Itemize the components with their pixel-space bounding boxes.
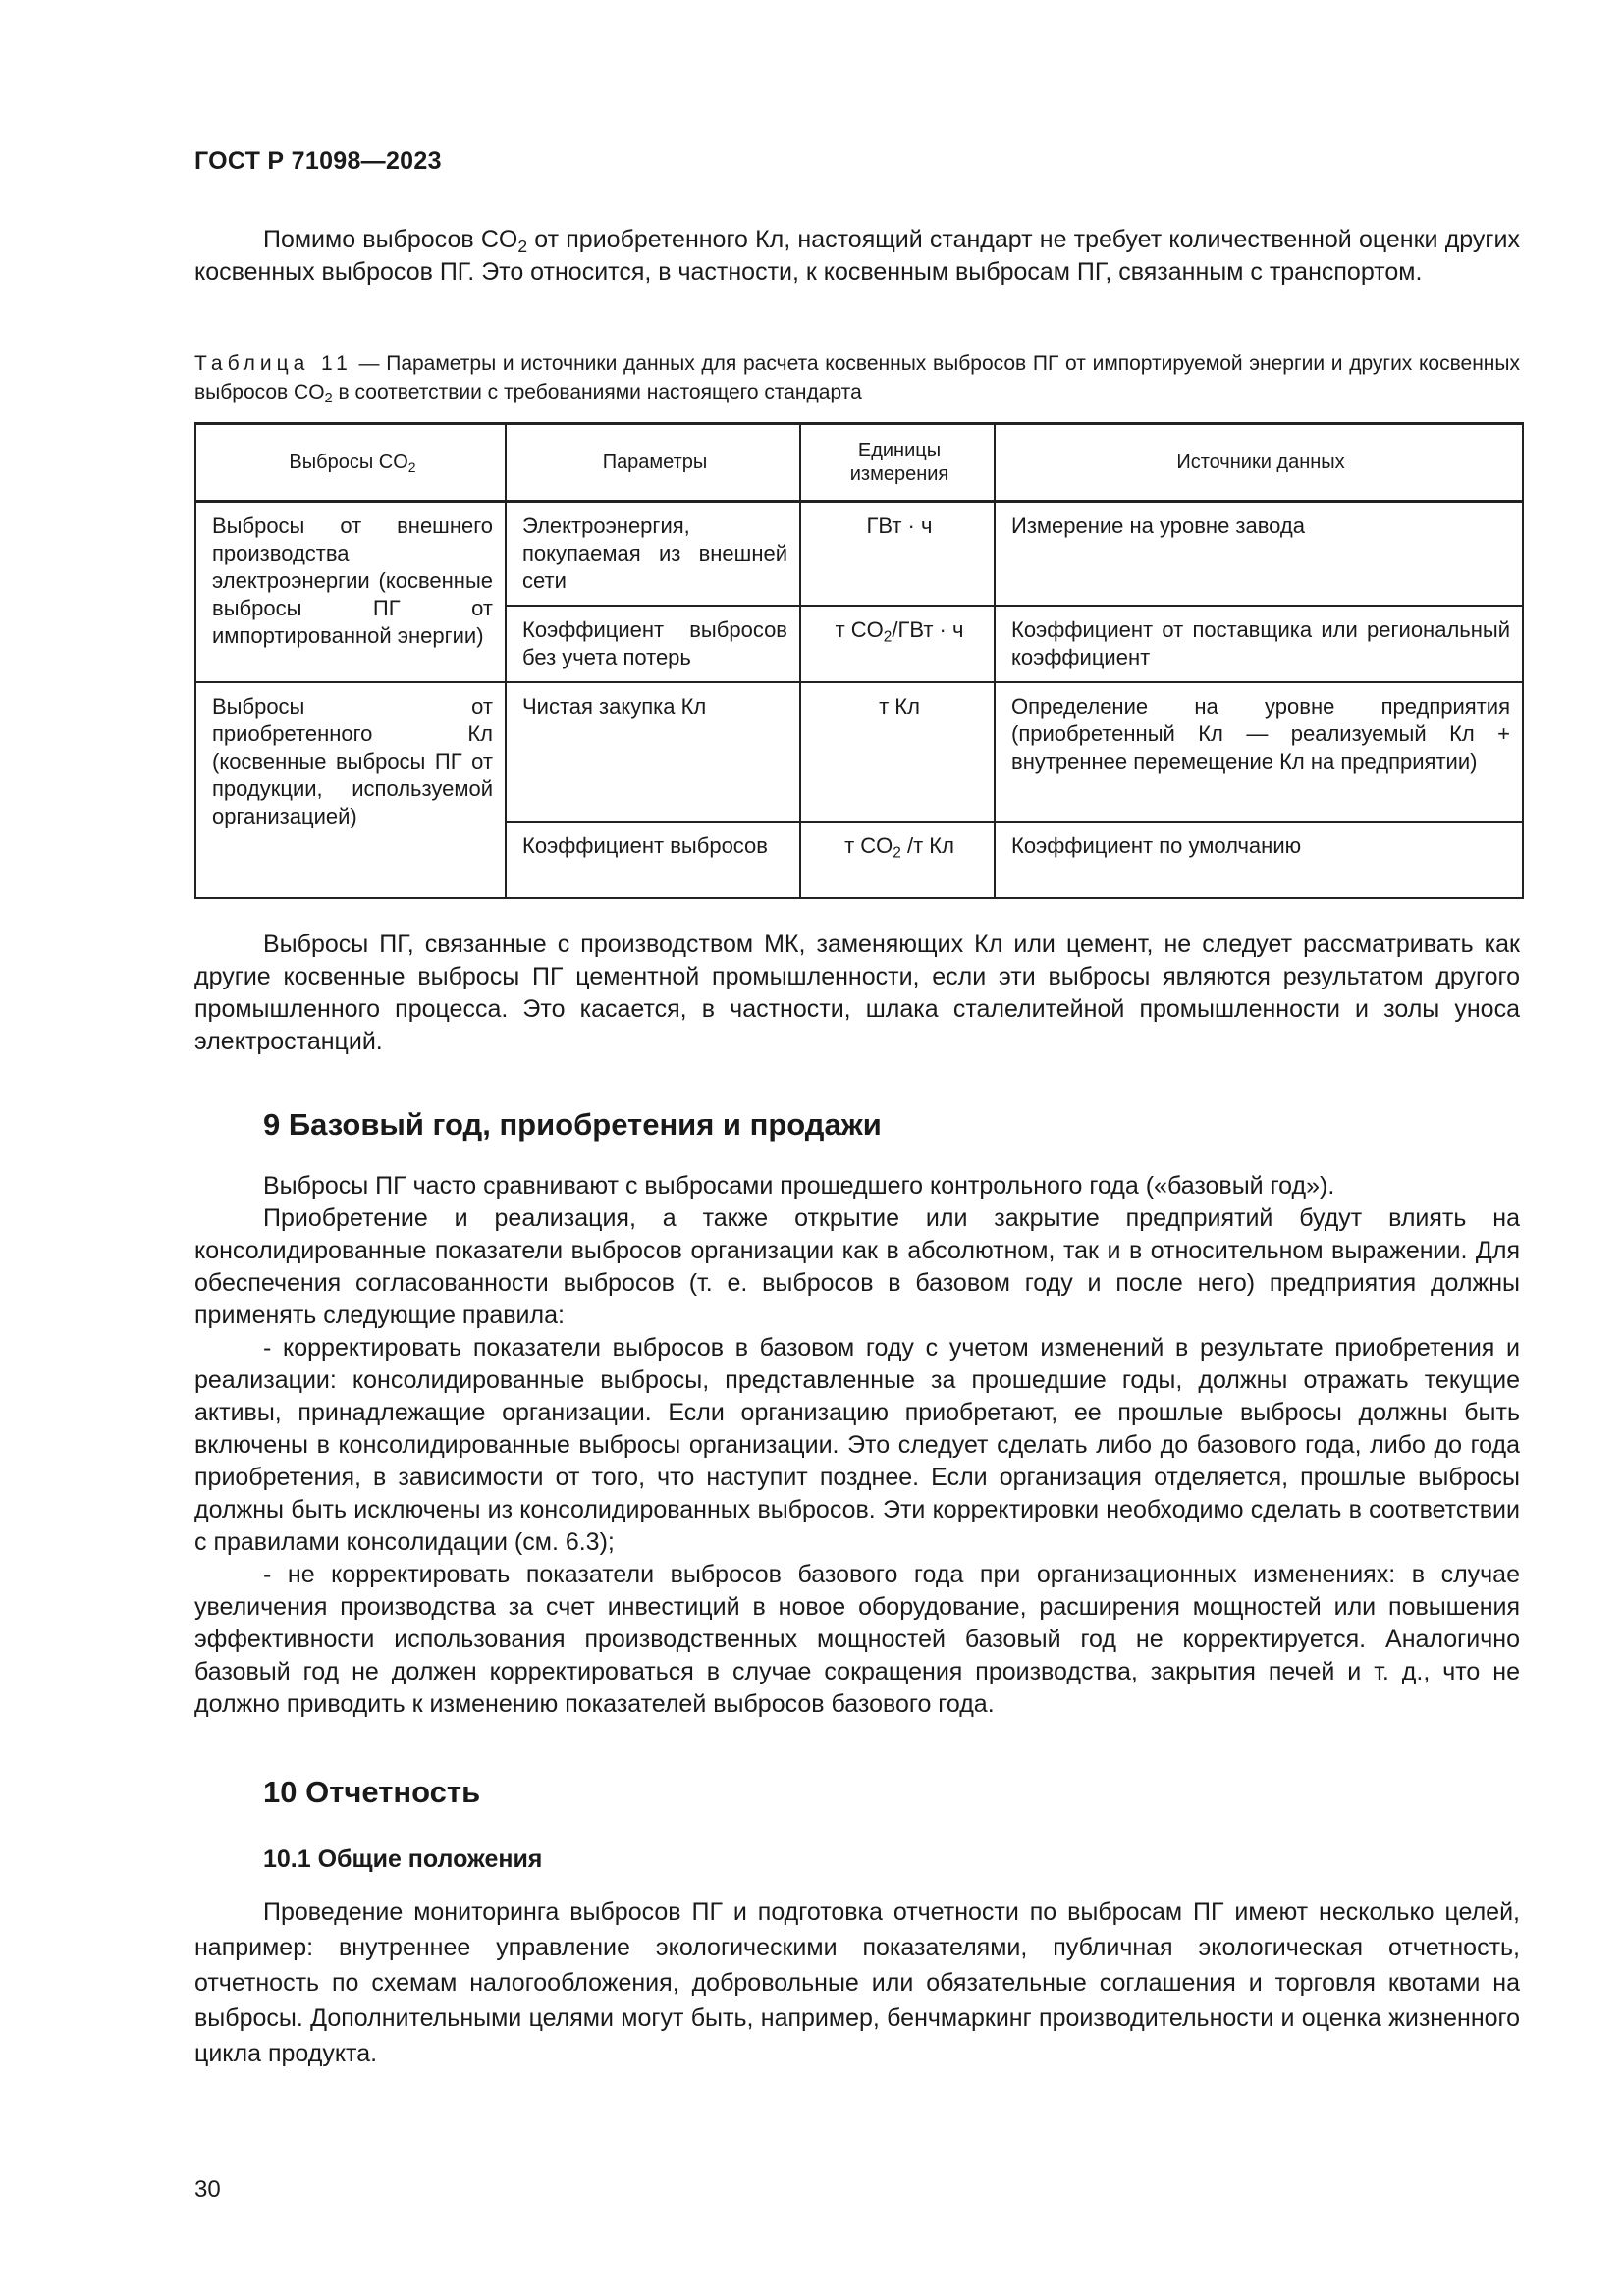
section-9-body — [194, 1170, 1520, 1721]
unit-cell — [800, 606, 995, 682]
unit-text-end: /т Кл — [900, 833, 954, 858]
intro-subscript: 2 — [517, 236, 528, 256]
table-header-row — [195, 424, 1523, 502]
table-caption-text: — Параметры и источники данных для расчета косвенных выбросов ПГ от импортируемой энергии и других косвенных выбросов CO — [194, 352, 1520, 403]
group-cell: Выбросы от приобретенного Кл (косвенные выбросы ПГ от продукции, используемой организацией) — [195, 682, 506, 898]
header-sources: Источники данных — [995, 424, 1523, 502]
source-cell: Измерение на уровне завода — [995, 502, 1523, 607]
table-row — [195, 682, 1523, 822]
parameter-cell: Чистая закупка Кл — [506, 682, 800, 822]
header-emissions — [195, 424, 506, 502]
page-number: 30 — [194, 2176, 221, 2203]
unit-text: т CO — [844, 833, 893, 858]
unit-cell: ГВт · ч — [800, 502, 995, 607]
intro-text-start: Помимо выбросов CO — [263, 226, 518, 253]
section-10-heading: 10 Отчетность — [263, 1775, 481, 1809]
unit-text-end: /ГВт · ч — [892, 617, 964, 642]
unit-cell — [800, 822, 995, 898]
unit-subscript: 2 — [883, 628, 893, 646]
after-table-paragraph — [194, 929, 1520, 1058]
intro-text-end: от приобретенного Кл, настоящий стандарт не требует количественной оценки других косвенных выбросов ПГ. Это относится, в частности, к косвенным выбросам ПГ, связанным с транспортом. — [194, 226, 1520, 286]
paragraph: Проведение мониторинга выбросов ПГ и подготовка отчетности по выбросам ПГ имеют несколько целей, например: внутреннее управление экологическими показателями, публичная экологическая отчетность, отчетность по схемам налогообложения, добровольные или обязательные соглашения и торговля квотами на выбросы. Дополнительными целями могут быть, например, бенчмаркинг производительности и оценка жизненного цикла продукта. — [194, 1898, 1520, 2067]
section-10-body — [194, 1895, 1520, 2071]
header-parameters: Параметры — [506, 424, 800, 502]
paragraph: Приобретение и реализация, а также открытие или закрытие предприятий будут влиять на консолидированные показатели выбросов организации как в абсолютном, так и в относительном выражении. Для обеспечения согласованности выбросов (т. е. выбросов в базовом году и после него) предприятия должны применять следующие правила: — [194, 1204, 1520, 1329]
parameter-cell: Коэффициент выбросов без учета потерь — [506, 606, 800, 682]
paragraph: Выбросы ПГ часто сравнивают с выбросами прошедшего контрольного года («базовый год»). — [263, 1172, 1335, 1200]
table-caption-subscript: 2 — [324, 391, 333, 407]
group-cell: Выбросы от внешнего производства электроэнергии (косвенные выбросы ПГ от импортированной энергии) — [195, 502, 506, 683]
header-units: Единицы измерения — [800, 424, 995, 502]
parameter-cell: Электроэнергия, покупаемая из внешней сети — [506, 502, 800, 607]
after-table-text: Выбросы ПГ, связанные с производством МК, заменяющих Кл или цемент, не следует рассматривать как другие косвенные выбросы ПГ цементной промышленности, если эти выбросы являются результатом другого промышленного процесса. Это касается, в частности, шлака сталелитейной промышленности и золы уноса электростанций. — [194, 931, 1520, 1055]
source-cell: Коэффициент по умолчанию — [995, 822, 1523, 898]
parameters-table — [194, 422, 1524, 899]
unit-subscript: 2 — [893, 844, 901, 862]
header-emissions-subscript: 2 — [407, 458, 416, 475]
section-10-1-heading: 10.1 Общие положения — [263, 1845, 543, 1873]
intro-paragraph — [194, 224, 1520, 289]
unit-text: т CO — [835, 617, 884, 642]
table-caption-text-end: в соответствии с требованиями настоящего стандарта — [332, 381, 862, 403]
list-item: - не корректировать показатели выбросов базового года при организационных изменениях: в случае увеличения производства за счет инвестиций в новое оборудование, расширения мощностей или повышения эффективности использования производственных мощностей базовый год не корректируется. Аналогично базовый год не должен корректироваться в случае сокращения производства, закрытия печей и т. д., что не должно приводить к изменению показателей выбросов базового года. — [194, 1561, 1520, 1718]
parameter-cell: Коэффициент выбросов — [506, 822, 800, 898]
document-code: ГОСТ Р 71098—2023 — [194, 147, 442, 175]
table-caption — [194, 349, 1520, 406]
table-row — [195, 502, 1523, 607]
section-9-heading: 9 Базовый год, приобретения и продажи — [263, 1107, 882, 1142]
list-item: - корректировать показатели выбросов в базовом году с учетом изменений в результате приобретения и реализации: консолидированные выбросы, представленные за прошедшие годы, должны отражать текущие активы, принадлежащие организации. Если организацию приобретают, ее прошлые выбросы должны быть включены в консолидированные выбросы организации. Это следует сделать либо до базового года, либо до года приобретения, в зависимости от того, что наступит позднее. Если организация отделяется, прошлые выбросы должны быть исключены из консолидированных выбросов. Эти корректировки необходимо сделать в соответствии с правилами консолидации (см. 6.3); — [194, 1334, 1520, 1556]
unit-cell: т Кл — [800, 682, 995, 822]
source-cell: Коэффициент от поставщика или региональный коэффициент — [995, 606, 1523, 682]
source-cell: Определение на уровне предприятия (приобретенный Кл — реализуемый Кл + внутреннее перемещение Кл на предприятии) — [995, 682, 1523, 822]
table-caption-label: Таблица 11 — [194, 352, 352, 375]
header-emissions-text: Выбросы CO — [289, 452, 408, 473]
